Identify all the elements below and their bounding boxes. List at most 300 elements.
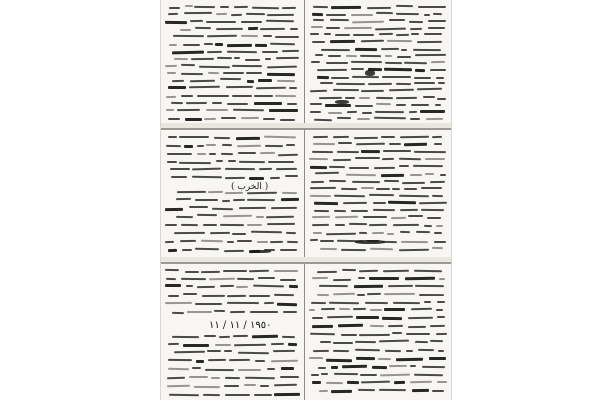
handwriting-stroke — [381, 48, 400, 50]
handwriting-stroke — [207, 34, 237, 36]
handwriting-stroke — [186, 285, 193, 287]
handwriting-stroke — [224, 350, 232, 352]
handwriting-stroke — [271, 342, 284, 344]
handwriting-stroke — [289, 285, 298, 288]
handwriting-stroke — [355, 104, 373, 106]
handwriting-stroke — [432, 195, 443, 197]
handwriting-stroke — [310, 195, 331, 197]
handwriting-stroke — [185, 118, 202, 121]
handwriting-stroke — [253, 285, 284, 288]
handwriting-stroke — [241, 35, 258, 37]
handwriting-stroke — [353, 34, 374, 36]
handwriting-stroke — [331, 76, 349, 78]
handwriting-stroke — [167, 377, 185, 379]
handwriting-stroke — [410, 118, 420, 120]
handwriting-stroke — [361, 380, 390, 383]
handwriting-stroke — [426, 118, 443, 120]
handwriting-stroke — [286, 144, 295, 146]
handwriting-stroke — [232, 65, 262, 67]
handwriting-stroke — [409, 111, 417, 113]
handwriting-stroke — [391, 217, 406, 219]
handwriting-stroke — [372, 232, 384, 234]
handwriting-stroke — [433, 13, 442, 15]
handwriting-stroke — [241, 21, 262, 23]
handwriting-stroke — [282, 49, 299, 51]
handwriting-stroke — [171, 102, 183, 104]
handwriting-stroke — [312, 317, 323, 319]
handwriting-stroke — [312, 277, 328, 279]
handwriting-stroke — [289, 86, 297, 88]
handwriting-stroke — [425, 158, 445, 160]
handwriting-stroke — [316, 271, 336, 273]
handwriting-stroke — [227, 103, 248, 105]
handwriting-stroke — [312, 216, 330, 218]
handwriting-stroke — [165, 224, 177, 226]
handwriting-stroke — [310, 187, 336, 189]
handwriting-stroke — [362, 112, 372, 114]
handwriting-stroke — [312, 13, 323, 16]
handwriting-stroke — [334, 210, 346, 212]
panel-bottom-left — [161, 264, 304, 400]
handwriting-stroke — [239, 161, 265, 163]
handwriting-stroke — [312, 325, 333, 328]
handwriting-stroke — [258, 79, 272, 82]
handwriting-stroke — [182, 249, 192, 251]
handwriting-stroke — [338, 308, 349, 310]
handwriting-stroke — [225, 377, 240, 379]
handwriting-stroke — [376, 97, 393, 99]
handwriting-stroke — [352, 20, 384, 22]
handwriting-stroke — [166, 109, 174, 111]
handwriting-stroke — [379, 340, 409, 343]
handwriting-stroke — [195, 303, 222, 305]
handwriting-stroke — [328, 112, 342, 114]
handwriting-stroke — [336, 83, 365, 85]
page-fold-top — [161, 123, 451, 128]
handwriting-stroke — [239, 207, 266, 209]
handwriting-stroke — [358, 277, 365, 279]
handwriting-stroke — [310, 90, 327, 92]
handwriting-stroke — [168, 343, 179, 345]
handwriting-stroke — [346, 55, 357, 57]
handwriting-stroke — [223, 72, 244, 74]
handwriting-stroke — [367, 293, 381, 295]
handwriting-stroke — [376, 12, 393, 14]
handwriting-stroke — [312, 151, 333, 153]
handwriting-stroke — [165, 241, 174, 243]
handwriting-stroke — [181, 95, 193, 97]
handwriting-stroke — [263, 118, 275, 120]
handwriting-stroke — [313, 232, 322, 234]
handwriting-stroke — [227, 302, 259, 304]
handwriting-stroke — [424, 301, 431, 303]
handwriting-stroke — [287, 241, 298, 243]
handwriting-stroke — [311, 181, 324, 183]
handwriting-stroke — [437, 301, 445, 303]
handwriting-stroke — [267, 368, 275, 370]
handwriting-stroke — [380, 374, 410, 376]
handwriting-stroke — [314, 202, 338, 205]
handwriting-stroke — [176, 191, 205, 193]
handwriting-stroke — [326, 14, 346, 16]
handwriting-stroke — [335, 224, 345, 226]
handwriting-stroke — [356, 316, 379, 319]
handwriting-stroke — [432, 390, 444, 392]
handwriting-stroke — [250, 311, 278, 313]
ink-blot — [355, 240, 385, 244]
handwriting-stroke — [228, 160, 236, 162]
handwriting-stroke — [414, 269, 442, 271]
handwriting-stroke — [249, 295, 270, 297]
handwriting-stroke — [393, 224, 419, 226]
handwriting-stroke — [317, 75, 329, 78]
handwriting-stroke — [394, 381, 405, 384]
handwriting-stroke — [179, 162, 211, 164]
handwriting-stroke — [173, 35, 204, 37]
handwriting-stroke — [280, 376, 299, 378]
handwriting-stroke — [270, 42, 295, 45]
handwriting-stroke — [273, 350, 295, 352]
handwriting-stroke — [165, 277, 175, 279]
handwriting-stroke — [247, 199, 275, 201]
handwriting-stroke — [329, 166, 345, 168]
handwriting-stroke — [223, 270, 247, 272]
handwriting-stroke — [290, 28, 298, 30]
handwriting-stroke — [206, 21, 236, 23]
handwriting-stroke — [375, 27, 406, 30]
handwriting-stroke — [355, 349, 380, 352]
handwriting-stroke — [333, 158, 351, 160]
handwriting-stroke — [351, 61, 382, 63]
handwriting-stroke — [311, 302, 326, 304]
handwriting-stroke — [415, 341, 428, 343]
handwriting-stroke — [189, 85, 220, 88]
handwriting-stroke — [383, 150, 411, 152]
handwriting-stroke — [167, 72, 176, 74]
handwriting-stroke — [215, 344, 231, 346]
handwriting-stroke — [417, 88, 442, 90]
handwriting-stroke — [387, 232, 394, 234]
handwriting-stroke — [194, 6, 215, 8]
handwriting-stroke — [319, 97, 342, 99]
handwriting-stroke — [355, 157, 380, 159]
handwriting-stroke — [351, 68, 364, 70]
handwriting-stroke — [428, 19, 446, 21]
handwriting-stroke — [260, 385, 269, 387]
panel-middle-left — [161, 130, 304, 257]
handwriting-stroke — [225, 177, 245, 179]
handwriting-stroke — [388, 325, 403, 327]
handwriting-stroke — [335, 216, 358, 218]
handwriting-stroke — [233, 109, 264, 111]
handwriting-stroke — [229, 359, 250, 361]
handwriting-stroke — [373, 202, 386, 204]
handwriting-stroke — [383, 270, 409, 273]
handwriting-stroke — [414, 77, 431, 79]
handwriting-stroke — [268, 109, 297, 112]
handwriting-stroke — [321, 48, 350, 50]
handwriting-stroke — [417, 41, 442, 43]
handwriting-stroke — [166, 96, 176, 98]
handwriting-stroke — [310, 103, 322, 105]
handwriting-stroke — [409, 21, 423, 23]
handwriting-stroke — [414, 82, 435, 84]
handwriting-stroke — [359, 97, 370, 99]
handwriting-stroke — [205, 368, 234, 370]
handwriting-stroke — [309, 308, 315, 310]
handwriting-stroke — [287, 103, 297, 105]
handwriting-stroke — [396, 13, 419, 15]
handwriting-stroke — [330, 40, 355, 43]
handwriting-stroke — [352, 181, 380, 183]
handwriting-stroke — [225, 394, 250, 396]
handwriting-stroke — [165, 269, 179, 271]
handwriting-stroke — [437, 316, 445, 318]
handwriting-stroke — [415, 54, 446, 56]
handwriting-stroke — [185, 271, 199, 273]
handwriting-stroke — [276, 57, 299, 59]
handwriting-stroke — [238, 152, 256, 154]
handwriting-stroke — [329, 180, 346, 182]
handwriting-stroke — [360, 374, 377, 376]
handwriting-stroke — [361, 40, 384, 43]
handwriting-stroke — [315, 172, 340, 174]
handwriting-stroke — [201, 239, 223, 241]
handwriting-stroke — [410, 174, 422, 176]
handwriting-stroke — [333, 278, 352, 280]
handwriting-stroke — [359, 231, 367, 233]
handwriting-stroke — [424, 33, 442, 35]
handwriting-stroke — [220, 224, 244, 226]
handwriting-stroke — [438, 82, 445, 84]
handwriting-stroke — [399, 157, 421, 159]
handwriting-stroke — [277, 80, 295, 82]
handwriting-stroke — [399, 165, 409, 167]
handwriting-stroke — [370, 247, 393, 249]
handwriting-stroke — [349, 167, 369, 169]
handwriting-stroke — [280, 119, 295, 121]
handwriting-stroke — [246, 13, 265, 15]
handwriting-stroke — [210, 232, 230, 234]
handwriting-stroke — [341, 334, 357, 336]
handwriting-stroke — [274, 384, 297, 386]
handwriting-stroke — [168, 136, 177, 138]
handwriting-stroke — [320, 82, 333, 84]
handwriting-stroke — [165, 21, 187, 24]
handwriting-stroke — [207, 50, 222, 52]
handwriting-stroke — [412, 389, 429, 392]
handwriting-stroke — [197, 145, 204, 147]
handwriting-stroke — [249, 176, 264, 179]
handwriting-stroke — [251, 231, 282, 234]
handwriting-stroke — [373, 209, 395, 211]
handwriting-stroke — [197, 153, 206, 155]
handwriting-stroke — [192, 175, 222, 178]
handwriting-stroke — [393, 301, 420, 303]
handwriting-stroke — [211, 377, 220, 379]
handwriting-stroke — [346, 173, 376, 175]
handwriting-stroke — [402, 182, 425, 184]
handwriting-stroke — [407, 326, 425, 328]
handwriting-stroke — [277, 303, 297, 306]
handwriting-stroke — [252, 6, 279, 9]
handwriting-stroke — [423, 96, 435, 98]
handwriting-stroke — [369, 277, 399, 280]
handwriting-stroke — [432, 136, 442, 138]
handwriting-stroke — [189, 376, 208, 378]
handwriting-stroke — [227, 44, 252, 47]
handwriting-stroke — [406, 350, 413, 352]
ink-blot — [251, 250, 271, 253]
handwriting-stroke — [333, 350, 349, 352]
handwriting-stroke — [267, 66, 297, 69]
handwriting-stroke — [400, 209, 418, 211]
handwriting-stroke — [405, 277, 435, 280]
handwriting-stroke — [311, 374, 319, 376]
handwriting-stroke — [275, 95, 296, 97]
handwriting-stroke — [347, 111, 357, 113]
handwriting-stroke — [430, 340, 443, 342]
handwriting-stroke — [165, 302, 192, 304]
handwriting-stroke — [327, 316, 353, 319]
handwriting-stroke — [361, 187, 374, 189]
handwriting-stroke — [436, 225, 443, 227]
handwriting-stroke — [408, 215, 423, 217]
handwriting-stroke — [352, 76, 379, 78]
handwriting-stroke — [369, 194, 394, 196]
handwriting-stroke — [328, 55, 341, 57]
handwriting-stroke — [309, 357, 323, 359]
handwriting-stroke — [225, 192, 243, 194]
handwriting-stroke — [326, 233, 356, 235]
handwriting-stroke — [179, 136, 209, 138]
handwriting-stroke — [436, 309, 443, 311]
handwriting-stroke — [281, 367, 294, 370]
handwriting-stroke — [421, 209, 444, 211]
handwriting-stroke — [326, 27, 340, 29]
handwriting-stroke — [282, 336, 296, 338]
handwriting-stroke — [237, 144, 261, 146]
handwriting-stroke — [246, 72, 262, 74]
handwriting-stroke — [419, 294, 444, 296]
handwriting-stroke — [238, 369, 261, 371]
handwriting-stroke — [414, 374, 443, 377]
handwriting-stroke — [396, 104, 406, 106]
handwriting-stroke — [351, 210, 368, 212]
handwriting-stroke — [233, 335, 248, 337]
handwriting-stroke — [338, 142, 352, 144]
handwriting-stroke — [399, 194, 429, 196]
handwriting-stroke — [259, 168, 272, 170]
handwriting-stroke — [254, 95, 273, 97]
handwriting-stroke — [197, 214, 217, 216]
handwriting-stroke — [183, 44, 200, 46]
handwriting-stroke — [368, 82, 392, 84]
handwriting-stroke — [203, 224, 217, 226]
handwriting-stroke — [404, 143, 427, 146]
handwriting-stroke — [310, 333, 335, 336]
handwriting-stroke — [431, 61, 445, 63]
handwriting-stroke — [361, 150, 380, 153]
handwriting-stroke — [204, 43, 213, 45]
handwriting-stroke — [343, 27, 371, 29]
handwriting-stroke — [267, 223, 295, 225]
handwriting-stroke — [363, 216, 387, 218]
handwriting-stroke — [379, 33, 393, 35]
handwriting-stroke — [317, 294, 329, 296]
handwriting-stroke — [181, 73, 203, 75]
handwriting-stroke — [227, 295, 246, 297]
handwriting-stroke — [326, 381, 343, 383]
handwriting-stroke — [310, 33, 319, 35]
handwriting-stroke — [232, 233, 246, 235]
handwriting-stroke — [355, 341, 376, 343]
handwriting-stroke — [430, 325, 445, 327]
handwriting-stroke — [435, 104, 441, 106]
handwriting-stroke — [434, 232, 442, 234]
handwriting-stroke — [168, 249, 177, 252]
handwriting-stroke — [396, 34, 409, 36]
handwriting-stroke — [365, 302, 388, 304]
handwriting-stroke — [389, 19, 405, 21]
handwriting-stroke — [271, 206, 297, 208]
handwriting-stroke — [219, 336, 230, 338]
handwriting-stroke — [260, 152, 275, 154]
handwriting-stroke — [333, 89, 359, 91]
handwriting-stroke — [237, 240, 252, 242]
handwriting-stroke — [192, 367, 201, 369]
handwriting-stroke — [428, 27, 445, 29]
handwriting-stroke — [310, 239, 318, 241]
handwriting-stroke — [427, 217, 441, 219]
handwriting-stroke — [434, 241, 446, 243]
handwriting-stroke — [338, 324, 364, 328]
handwriting-stroke — [271, 360, 298, 362]
handwriting-stroke — [176, 198, 191, 200]
handwriting-stroke — [257, 241, 268, 243]
handwriting-stroke — [231, 14, 242, 16]
handwriting-stroke — [381, 136, 395, 138]
handwriting-stroke — [183, 344, 209, 347]
handwriting-stroke — [266, 20, 294, 23]
handwriting-stroke — [165, 65, 177, 67]
handwriting-stroke — [180, 29, 191, 31]
handwriting-stroke — [401, 241, 428, 243]
handwriting-stroke — [392, 332, 402, 334]
handwriting-stroke — [196, 360, 204, 363]
handwriting-stroke — [310, 111, 321, 113]
handwriting-stroke — [238, 351, 269, 354]
handwriting-stroke — [389, 143, 401, 145]
handwriting-stroke — [400, 231, 411, 233]
handwriting-stroke — [194, 248, 218, 250]
handwriting-stroke — [189, 206, 208, 208]
handwriting-stroke — [209, 153, 216, 155]
handwriting-stroke — [389, 365, 407, 367]
handwriting-stroke — [407, 317, 432, 319]
handwriting-stroke — [310, 166, 327, 169]
handwriting-stroke — [415, 69, 425, 72]
handwriting-stroke — [319, 390, 328, 392]
panel-top-right — [305, 0, 451, 123]
handwriting-stroke — [413, 49, 441, 51]
handwriting-stroke — [166, 145, 181, 147]
handwriting-stroke — [222, 200, 230, 202]
handwriting-stroke — [255, 44, 267, 47]
handwriting-stroke — [234, 57, 241, 59]
handwriting-stroke — [267, 14, 294, 16]
handwriting-stroke — [183, 293, 197, 295]
